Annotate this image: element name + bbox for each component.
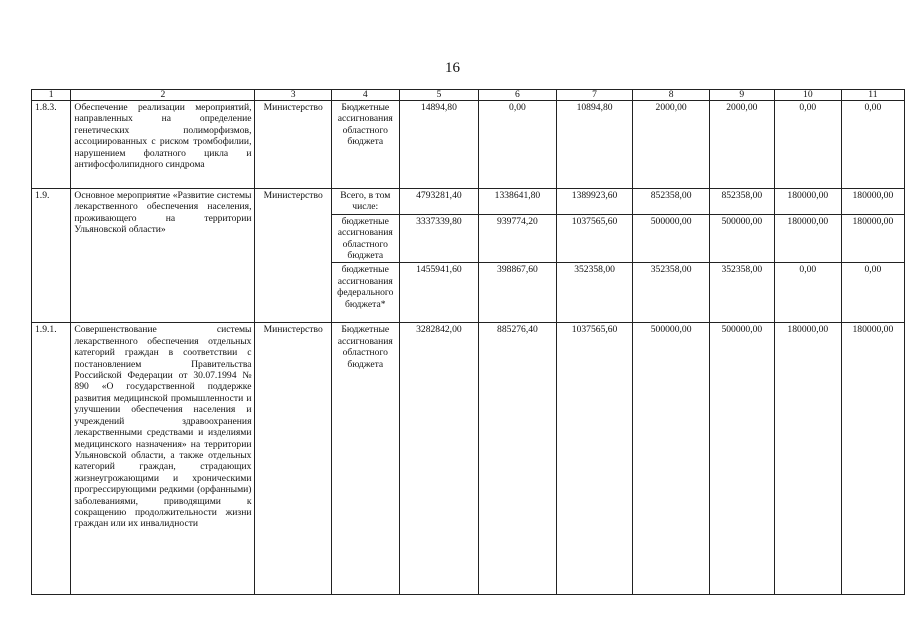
value-cell: 0,00 xyxy=(774,101,841,189)
row-name: Совершенствование системы лекарственного обеспечения отдельных категорий граждан в соответствии с постановлением Правительства Российской Федерации от 30.07.1994 № 890 «О государственной поддержке развития медицинской промышленности и улучшении обеспечения населения и учреждений здравоохранения лекарственными средствами и изделиями медицинского назначения» на территории Ульяновской области, а также отдельных категорий граждан, страдающих жизнеугрожающими и хроническими прогрессирующими редкими (орфанными) заболеваниями, приводящими к сокращению продолжительности жизни граждан или их инвалидности xyxy=(71,323,255,595)
value-cell: 0,00 xyxy=(841,101,904,189)
header-row xyxy=(32,90,905,101)
table-row xyxy=(32,101,905,189)
value-cell: 500000,00 xyxy=(709,323,774,595)
row-source: бюджетные ассигнования федерального бюджета* xyxy=(331,263,399,323)
value-cell: 0,00 xyxy=(841,263,904,323)
value-cell: 1037565,60 xyxy=(556,323,633,595)
value-cell: 2000,00 xyxy=(709,101,774,189)
value-cell: 398867,60 xyxy=(479,263,557,323)
value-cell: 1455941,60 xyxy=(399,263,479,323)
value-cell: 352358,00 xyxy=(709,263,774,323)
header-cell: 8 xyxy=(633,90,709,101)
value-cell: 500000,00 xyxy=(633,323,709,595)
row-source: Всего, в том числе: xyxy=(331,189,399,215)
value-cell: 939774,20 xyxy=(479,214,557,263)
value-cell: 180000,00 xyxy=(841,214,904,263)
value-cell: 3337339,80 xyxy=(399,214,479,263)
value-cell: 0,00 xyxy=(479,101,557,189)
value-cell: 3282842,00 xyxy=(399,323,479,595)
value-cell: 852358,00 xyxy=(633,189,709,215)
table-row xyxy=(32,189,905,215)
value-cell: 180000,00 xyxy=(774,189,841,215)
header-cell: 9 xyxy=(709,90,774,101)
row-executor: Министерство xyxy=(255,189,331,323)
row-source: Бюджетные ассигнования областного бюджета xyxy=(331,101,399,189)
row-executor: Министерство xyxy=(255,101,331,189)
value-cell: 352358,00 xyxy=(556,263,633,323)
program-table xyxy=(31,89,905,595)
value-cell: 10894,80 xyxy=(556,101,633,189)
row-id: 1.9.1. xyxy=(32,323,71,595)
row-id: 1.8.3. xyxy=(32,101,71,189)
header-cell: 2 xyxy=(71,90,255,101)
row-name: Основное мероприятие «Развитие системы лекарственного обеспечения населения, проживающего на территории Ульяновской области» xyxy=(71,189,255,323)
value-cell: 0,00 xyxy=(774,263,841,323)
value-cell: 1338641,80 xyxy=(479,189,557,215)
value-cell: 180000,00 xyxy=(841,323,904,595)
header-cell: 7 xyxy=(556,90,633,101)
value-cell: 1037565,60 xyxy=(556,214,633,263)
row-source: бюджетные ассигнования областного бюджета xyxy=(331,214,399,263)
page-number: 16 xyxy=(445,60,460,76)
header-cell: 6 xyxy=(479,90,557,101)
value-cell: 500000,00 xyxy=(633,214,709,263)
value-cell: 352358,00 xyxy=(633,263,709,323)
header-cell: 4 xyxy=(331,90,399,101)
row-executor: Министерство xyxy=(255,323,331,595)
header-cell: 10 xyxy=(774,90,841,101)
header-cell: 11 xyxy=(841,90,904,101)
value-cell: 180000,00 xyxy=(774,214,841,263)
value-cell: 4793281,40 xyxy=(399,189,479,215)
value-cell: 1389923,60 xyxy=(556,189,633,215)
header-cell: 3 xyxy=(255,90,331,101)
value-cell: 885276,40 xyxy=(479,323,557,595)
row-source: Бюджетные ассигнования областного бюджета xyxy=(331,323,399,595)
header-cell: 5 xyxy=(399,90,479,101)
value-cell: 2000,00 xyxy=(633,101,709,189)
row-name: Обеспечение реализации мероприятий, направленных на определение генетических полиморфизмов, ассоциированных с риском тромбофилии, нарушением фолатного цикла и антифосфолипидного синдрома xyxy=(71,101,255,189)
row-id: 1.9. xyxy=(32,189,71,323)
value-cell: 852358,00 xyxy=(709,189,774,215)
value-cell: 500000,00 xyxy=(709,214,774,263)
value-cell: 180000,00 xyxy=(841,189,904,215)
table-row xyxy=(32,323,905,595)
header-cell: 1 xyxy=(32,90,71,101)
value-cell: 14894,80 xyxy=(399,101,479,189)
value-cell: 180000,00 xyxy=(774,323,841,595)
